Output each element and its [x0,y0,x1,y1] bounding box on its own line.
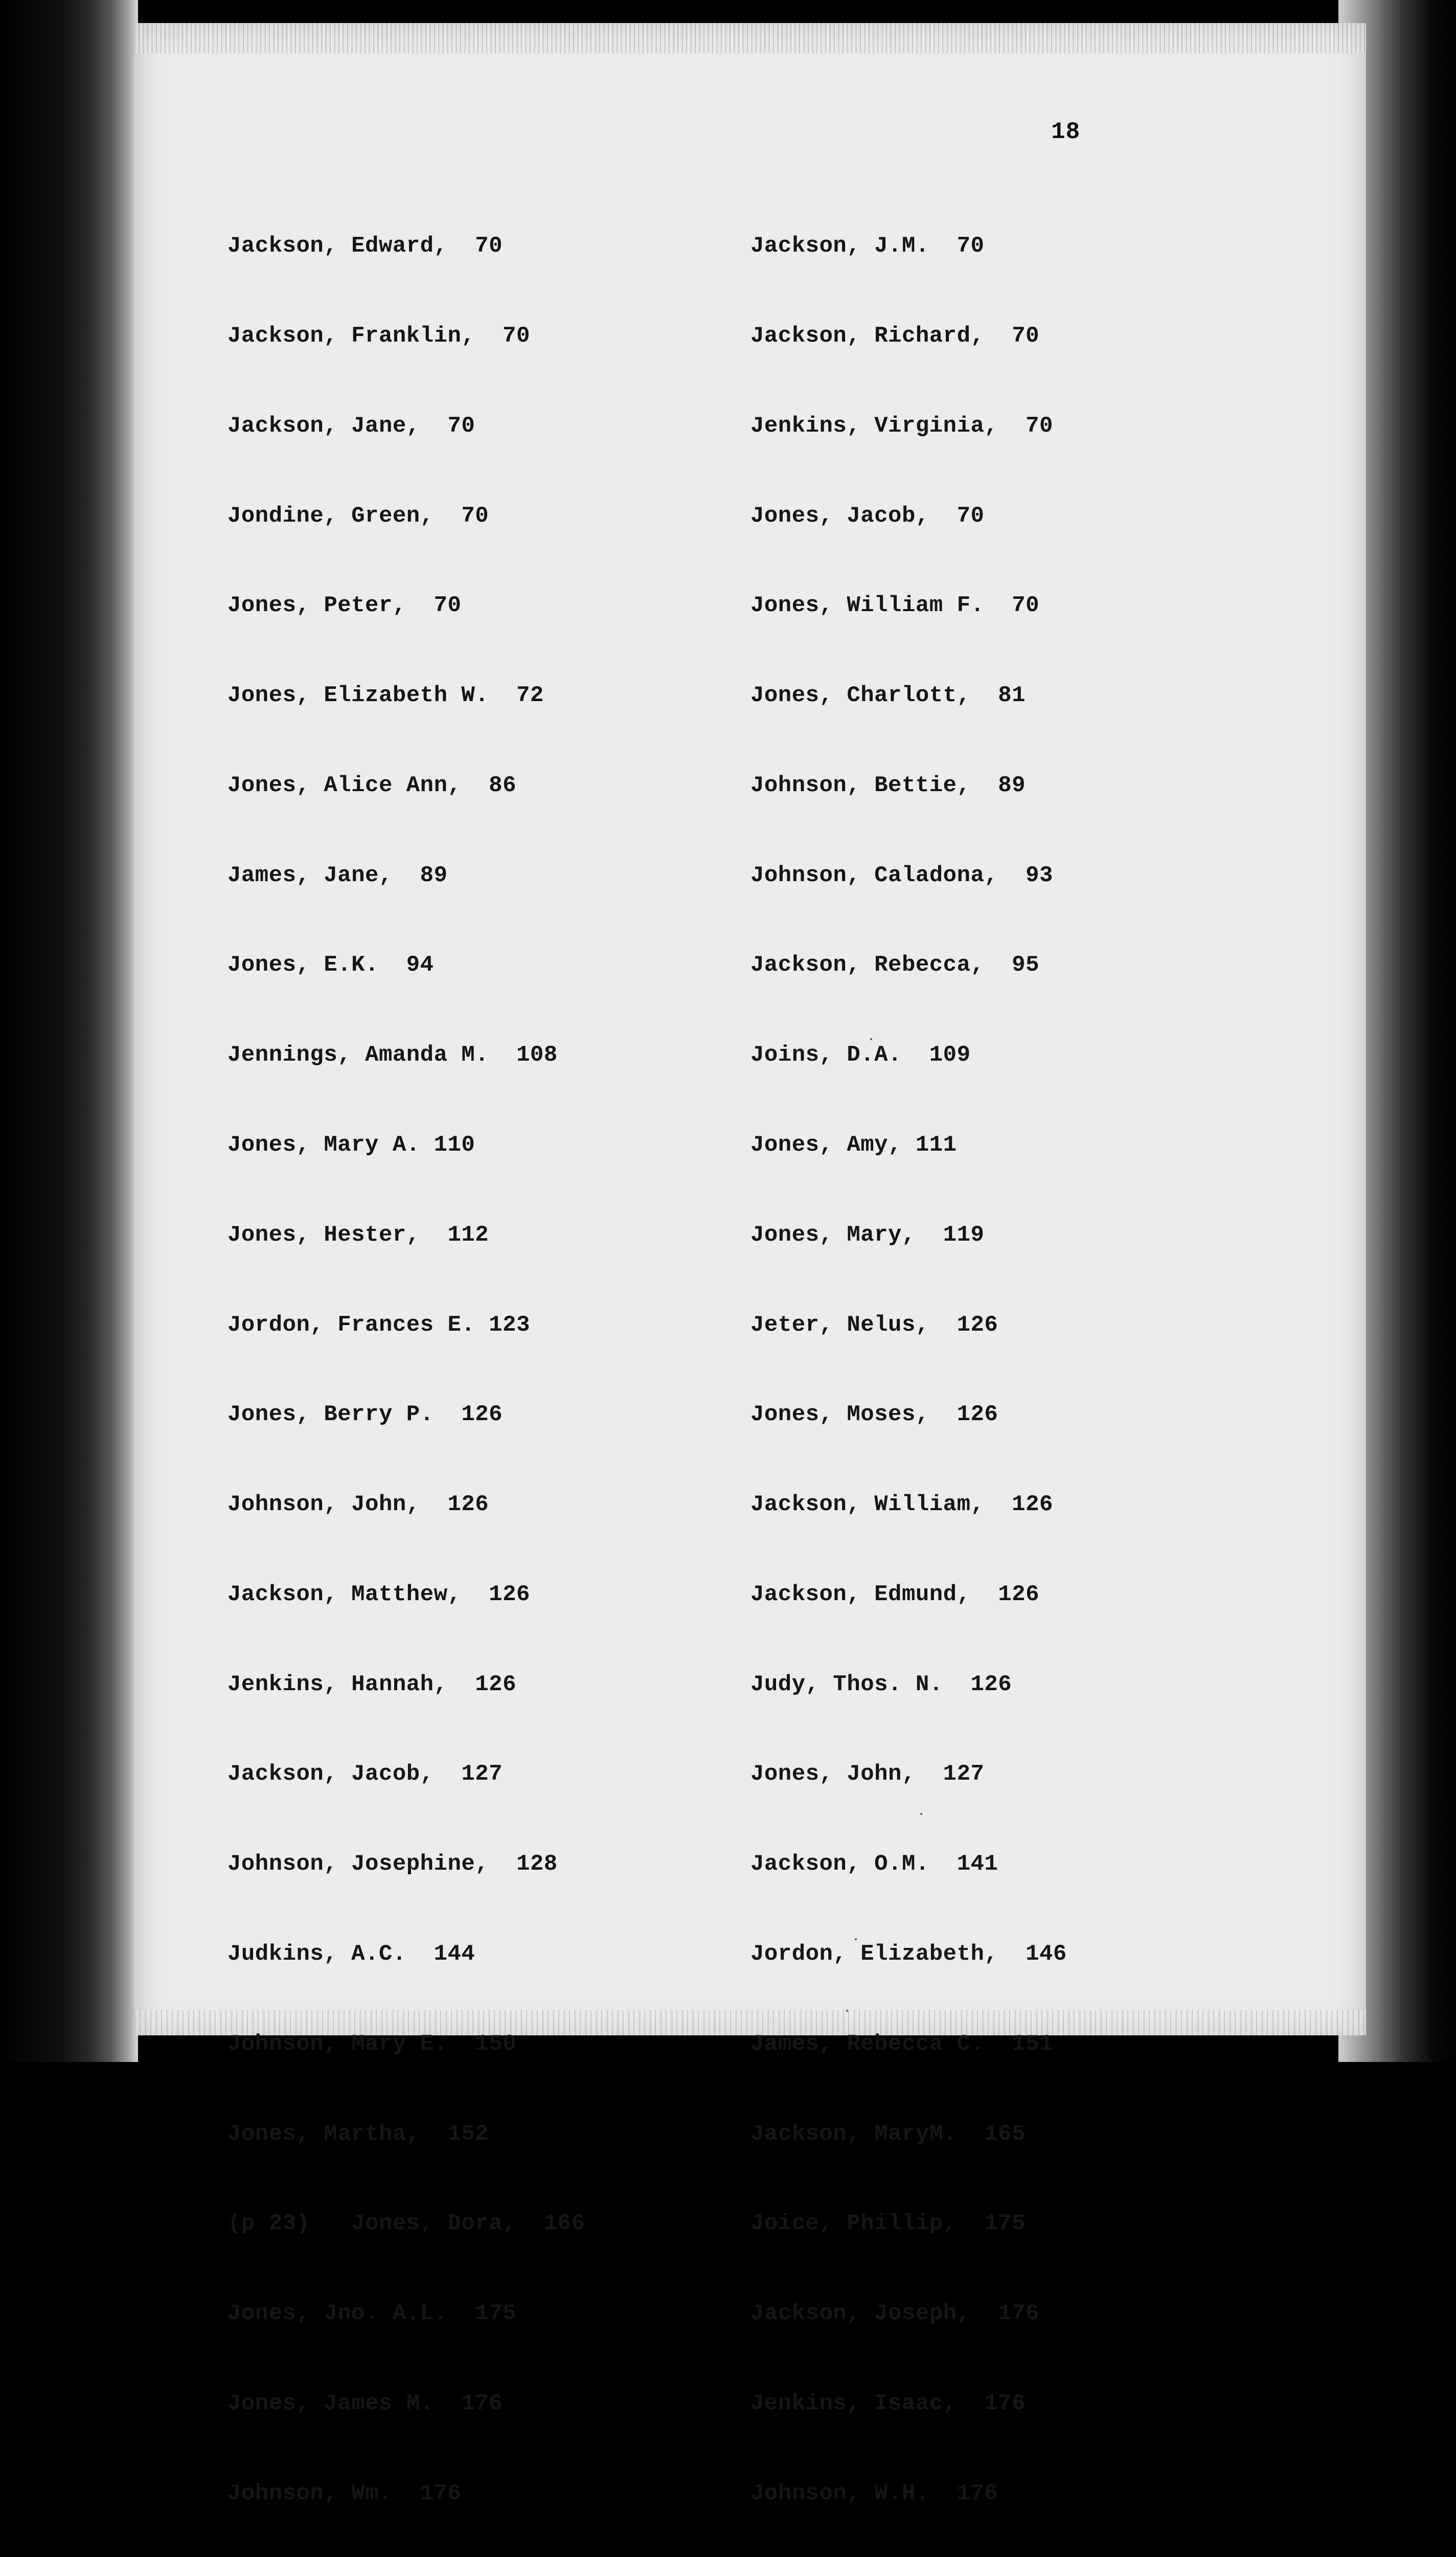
index-entry: Joins, D.A. 109 [750,1042,971,1068]
right-column-index [750,171,1272,2557]
scan-shadow-left [0,0,138,2062]
index-entry: James, Jane, 89 [228,862,448,888]
index-entry: Jones, Amy, 111 [750,1132,957,1158]
index-entry: Johnson, Mary E. 150 [228,2031,516,2057]
index-entry: Jones, Jno. A.L. 175 [228,2301,516,2327]
index-entry: Jenkins, Virginia, 70 [750,413,1053,439]
index-entry: Jackson, Franklin, 70 [228,323,530,349]
index-entry: Jackson, Richard, 70 [750,323,1039,349]
index-entry: Jackson, Edward, 70 [228,233,503,259]
index-entry: Jackson, Edmund, 126 [750,1581,1039,1607]
index-entry: Jones, Peter, 70 [228,593,462,619]
index-entry: Judy, Thos. N. 126 [750,1671,1012,1697]
index-entry: Judkins, A.C. 144 [228,1941,475,1967]
index-entry: Jones, Jacob, 70 [750,503,985,529]
index-entry: Jenkins, Hannah, 126 [228,1671,516,1697]
index-entry: Jackson, William, 126 [750,1492,1053,1518]
index-entry: Jones, Martha, 152 [228,2121,489,2147]
page-number: 18 [1051,119,1081,145]
index-entry: Johnson, Caladona, 93 [750,862,1053,888]
index-entry: Johnson, Wm. 176 [228,2480,462,2506]
index-entry: Jones, William F. 70 [750,593,1039,619]
index-entry: Jones, Elizabeth W. 72 [228,683,544,709]
index-entry: Johnson, Josephine, 128 [228,1851,558,1877]
index-entry: Jackson, Jacob, 127 [228,1761,503,1787]
index-entry: Jenkins, Isaac, 176 [750,2390,1026,2416]
index-entry: Johnson, Bettie, 89 [750,772,1026,798]
index-entry: Jackson, O.M. 141 [750,1851,998,1877]
left-column-index [228,171,749,2557]
index-entry: Jordon, Frances E. 123 [228,1312,530,1338]
index-entry: Jackson, Matthew, 126 [228,1581,530,1607]
index-entry: Jones, Alice Ann, 86 [228,772,516,798]
page-top-edge [134,23,1366,54]
index-entry: Jackson, MaryM. 165 [750,2121,1026,2147]
index-entry: Jeter, Nelus, 126 [750,1312,998,1338]
index-entry: (p 23) Jones, Dora, 166 [228,2211,585,2237]
index-entry: Jackson, J.M. 70 [750,233,985,259]
index-entry: Jennings, Amanda M. 108 [228,1042,558,1068]
index-entry: Jackson, Joseph, 176 [750,2301,1039,2327]
index-entry: Jackson, Rebecca, 95 [750,952,1039,978]
index-entry: Jones, Mary A. 110 [228,1132,475,1158]
index-entry: Jones, John, 127 [750,1761,985,1787]
index-entry: Jones, Charlott, 81 [750,683,1026,709]
index-entry: Johnson, John, 126 [228,1492,489,1518]
index-entry: Jones, James M. 176 [228,2390,503,2416]
index-entry: Jackson, Jane, 70 [228,413,475,439]
index-entry: Jones, Berry P. 126 [228,1402,503,1428]
index-entry: Jones, Hester, 112 [228,1222,489,1248]
index-entry: Jones, Moses, 126 [750,1402,998,1428]
index-entry: Jordon, Elizabeth, 146 [750,1941,1067,1967]
index-entry: Johnson, W.H. 176 [750,2480,998,2506]
index-entry: Jones, Mary, 119 [750,1222,985,1248]
index-entry: James, Rebecca C. 151 [750,2031,1053,2057]
index-entry: Jondine, Green, 70 [228,503,489,529]
index-entry: Jones, E.K. 94 [228,952,434,978]
index-entry: Joice, Phillip, 175 [750,2211,1026,2237]
